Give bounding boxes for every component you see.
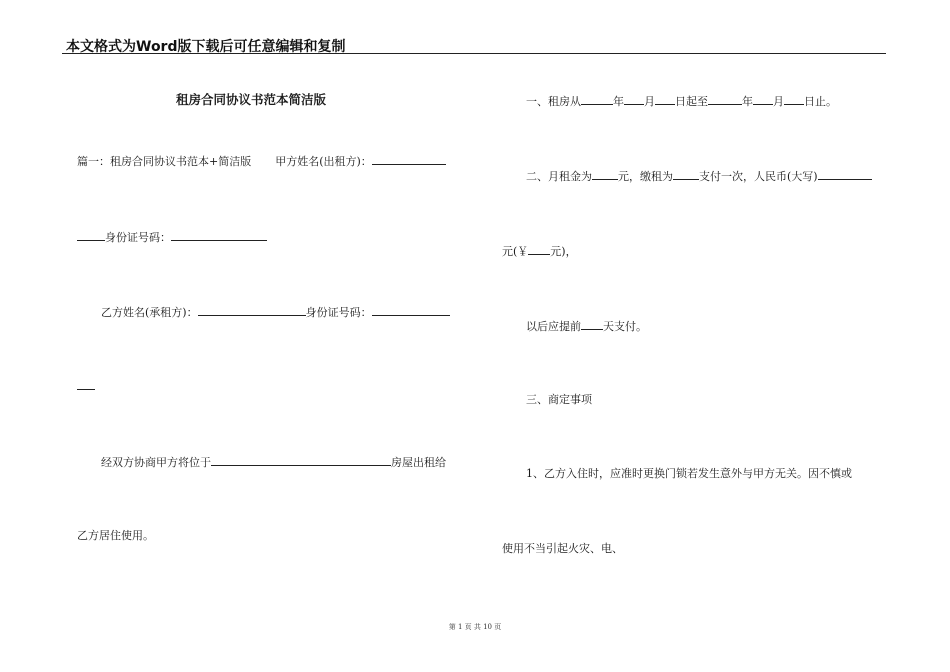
agreement-text: 经双方协商甲方将位于 — [101, 456, 211, 469]
advance-text: 天支付。 — [603, 320, 647, 333]
paragraph-line — [502, 243, 577, 259]
payment-period-blank — [673, 168, 699, 180]
rent-text: 二、月租金为 — [526, 170, 592, 183]
paragraph-line — [101, 304, 450, 320]
party-b-name-label: 乙方姓名(承租方)： — [101, 306, 198, 319]
end-day-blank — [784, 93, 804, 105]
paragraph-line — [101, 454, 446, 470]
page-header-title: 本文格式为Word版下载后可任意编辑和复制 — [66, 39, 346, 55]
rent-text: 支付一次，人民币(大写) — [699, 170, 818, 183]
end-month-blank — [753, 93, 773, 105]
term-text: 月 — [773, 95, 784, 108]
paragraph-line: 1、乙方入住时，应准时更换门锁若发生意外与甲方无关。因不慎或 — [526, 467, 852, 480]
section-heading-text: 篇一：租房合同协议书范本+简洁版 — [77, 155, 252, 168]
paragraph-line — [77, 378, 95, 394]
term-text: 一、租房从 — [526, 95, 581, 108]
monthly-rent-blank — [592, 168, 618, 180]
advance-text: 以后应提前 — [526, 320, 581, 333]
rent-text: 元(￥ — [502, 245, 529, 258]
party-a-name-label: 甲方姓名(出租方)： — [275, 155, 372, 168]
paragraph-line — [526, 318, 647, 334]
term-text: 日止。 — [804, 95, 837, 108]
start-month-blank — [624, 93, 644, 105]
start-day-blank — [655, 93, 675, 105]
end-year-blank — [708, 93, 742, 105]
rent-text: 元)， — [550, 245, 577, 258]
paragraph-line: 使用不当引起火灾、电、 — [502, 542, 623, 555]
paragraph-line — [77, 153, 446, 169]
paragraph-line — [526, 93, 837, 109]
party-b-id-label: 身份证号码： — [305, 306, 372, 319]
rent-text: 元，缴租为 — [618, 170, 673, 183]
advance-days-blank — [581, 318, 603, 330]
party-b-id-blank — [372, 304, 450, 316]
term-text: 年 — [742, 95, 753, 108]
property-location-blank — [211, 454, 391, 466]
start-year-blank — [581, 93, 613, 105]
rent-uppercase-blank — [818, 168, 872, 180]
term-text: 月 — [644, 95, 655, 108]
paragraph-line — [77, 229, 267, 245]
agreement-text-cont: 房屋出租给 — [391, 456, 446, 469]
term-text: 年 — [613, 95, 624, 108]
party-b-name-blank — [198, 304, 306, 316]
page-footer: 第 1 页 共 10 页 — [448, 623, 502, 631]
header-divider — [62, 53, 886, 54]
term-text: 日起至 — [675, 95, 708, 108]
section-heading: 三、商定事项 — [526, 393, 592, 406]
party-a-id-label: 身份证号码： — [105, 231, 171, 244]
paragraph-line: 乙方居住使用。 — [77, 529, 154, 542]
rent-amount-blank — [528, 243, 550, 255]
document-title: 租房合同协议书范本简洁版 — [176, 92, 327, 107]
party-a-name-blank — [372, 153, 446, 165]
paragraph-line — [526, 168, 872, 184]
party-a-id-blank — [171, 229, 267, 241]
party-b-id-blank-cont — [77, 378, 95, 390]
party-a-name-blank-cont — [77, 229, 105, 241]
